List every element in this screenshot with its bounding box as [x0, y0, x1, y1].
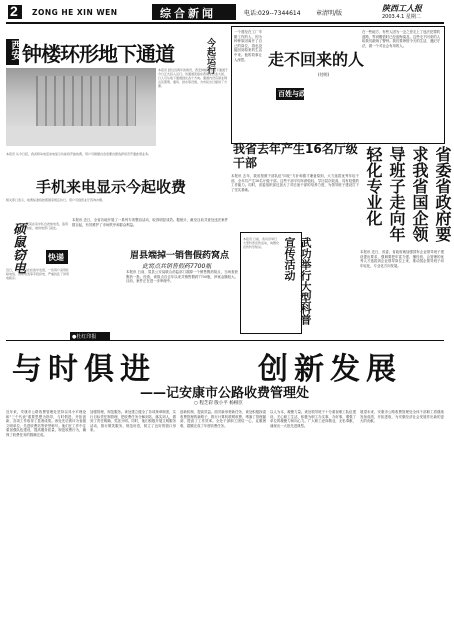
middle-text: 本报讯 近日，全省各地开展了一系列专项整治活动，取得明显成效。据统计，截至目前共查处违法案件数百起，有效维护了市场秩序和群众利益。: [72, 218, 228, 227]
xinhua-label: ●杜红印报: [72, 334, 97, 340]
gone-people-headline: 走不回来的人: [268, 50, 365, 69]
editor: 章清明/版: [316, 10, 343, 17]
section-title: 综合新闻: [160, 7, 216, 20]
phone-text-2: 相关部门表示，收费标准将按照国家规定执行，用户可到营业厅咨询办理。: [6, 198, 106, 202]
page-number: 2: [10, 3, 18, 19]
villain-tag: 快递: [48, 253, 64, 262]
phone-headline: 手机来电显示今起收费: [36, 178, 187, 196]
hotline: 电话:029--7344614: [244, 10, 301, 17]
villain-story: [6, 218, 70, 330]
section-pinyin: ZONG HE XIN WEN: [32, 8, 118, 17]
feature-col-4: 以人为本，凝聚力量。该处领导班子十分重视职工队伍建设，关心职工生活，积极为职工办实事、办好事，增强了单位的凝聚力和向心力。广大职工爱岗敬业，无私奉献，涌现出一大批先进典型。: [270, 410, 356, 428]
subway-headline: 钟楼环形地下通道: [22, 42, 174, 66]
paper-name: 陕西工人报: [382, 4, 422, 13]
feature-col-5: 展望未来，安康市公路收费管理处全体干部职工将继续发扬成绩，开拓进取，为安康经济社会发展作出新的更大的贡献。: [360, 410, 444, 424]
feature-col-2: 加强管理，规范服务。该处建立健全了各项规章制度，实行目标责任制管理，把收费任务分解到站、落实到人，做到了责任明确、奖惩分明。同时，他们积极开展文明服务活动，推行微笑服务、规范用语，树立了良好的窗口形象。: [90, 410, 176, 433]
phone-story: [6, 148, 228, 218]
villain-text-2: 近日，供电部门在检查中发现，一些用户采用私接电线、改动电表等手段窃电，严重扰乱了供用电秩序。: [6, 268, 70, 280]
fake-sale-headline: 眉县端掉一销售假药窝点: [130, 251, 230, 261]
feature-col-1: 近年来，安康市公路收费管理处坚持以邓小平理论和"三个代表"重要思想为指导，与时俱进，开拓创新，各项工作取得了显著成绩。该处先后被评为省级文明单位、先进收费站等荣誉称号。他们在工作中注重加强队伍建设，提高服务质量，规范收费行为，确保了收费任务的圆满完成。: [6, 410, 86, 437]
villain-text: 某某在家中私自改装电表，盗用电能，被供电部门查处。: [26, 222, 69, 230]
subway-text: 本报讯 经过近两年的建设，西安钟楼环形地下通道于今日正式投入运行。该通道连接东西南北四条大街，行人可从地下通道到达各个方向。通道内设有商业网点及照明、通风、排水等设施，为市民出行提供了方便。: [158, 68, 228, 88]
issue-date: 2003.4.1 星期二: [382, 14, 421, 20]
masthead: [0, 0, 450, 24]
gov-story: [360, 142, 452, 332]
feature-rule: [6, 340, 444, 341]
gone-people-text-right: 在一些地方，有些人因为一念之差走上了违法犯罪的道路，等到醒悟时已经追悔莫及。这些走不回来的人给我们敲响了警钟。我们要珍惜今天的生活，遵纪守法，做一个对社会有用的人。: [362, 30, 440, 48]
feature-headline-left: 与时俱进: [12, 352, 156, 387]
subway-tag: 今起运行: [205, 38, 215, 74]
masthead-rule: [6, 22, 444, 24]
gov-headline: 省委省政府要求我省国企领导班子走向年轻化专业化: [364, 146, 452, 242]
feature-subtitle: ——记安康市公路收费管理处: [140, 386, 310, 401]
wugong-story: [240, 232, 312, 334]
wugong-headline: 武功举行大型科普宣传活动: [283, 237, 312, 325]
wugong-text: 本报讯 日前，武功县举行大型科普宣传活动，向群众宣传科学知识。: [243, 237, 280, 249]
gone-people-byline: (付明): [318, 72, 330, 77]
feature-byline: ○ 程芝彩 殷小平 杨相臣: [194, 401, 243, 406]
subway-badge: 西安: [9, 40, 20, 60]
subway-photo: [6, 68, 156, 146]
gov-text: 本报讯 近日，省委、省政府就加强国有企业领导班子建设提出要求，强调要把年富力强、懂经营、会管理的优秀人才选拔到企业领导岗位上来，推动国企领导班子向年轻化、专业化方向发展。: [360, 250, 444, 268]
fake-sale-subhead: 此窝点共销售假药7700瓶: [142, 263, 212, 270]
villain-headline: 硕鼠窃电: [10, 222, 25, 274]
phone-text: 本报讯 从今日起，我省移动电话来电显示功能将开始收费，用户可根据自身需要自愿选择是否开通此项业务。: [6, 152, 151, 156]
sixteen-headline: 我省去年产生16名厅级干部: [233, 142, 358, 170]
gone-people-tag: 百姓与政: [278, 90, 306, 98]
feature-section: [6, 342, 444, 627]
fake-sale-text: 本报讯 日前，眉县公安局联合药监部门端掉一个销售假药窝点，当场查获假药一批。经查，该窝点自去年以来共销售假药7700瓶，涉案金额较大。目前，案件正在进一步审理中。: [126, 270, 238, 284]
gone-people-text-left: 一个曾经在工厂辛勤工作的人，因为种种原因离开了自己的岗位，再也没能回到原来的生活中来。他的故事让人深思。: [234, 30, 262, 62]
feature-headline-right: 创新发展: [258, 352, 402, 387]
sixteen-text: 本报讯 去年，我省按照干部队伍"四化"方针和德才兼备原则，大力选拔优秀年轻干部，全年共产生16名厅级干部。这些干部平均年龄较轻，学历层次较高，具有较强的工作能力。同时，省委组织部还加大了对后备干部的培养力度，为领导班子建设打下了坚实基础。: [231, 174, 359, 192]
feature-col-3: 创新机制，提高效益。面对新形势新任务，该处积极探索收费管理的新路子，推行计算机联网收费，堵塞了管理漏洞，提高了工作效率。全处干部职工团结一心，克服困难，超额完成了年度收费任务。: [180, 410, 266, 428]
subway-story: [6, 26, 228, 146]
